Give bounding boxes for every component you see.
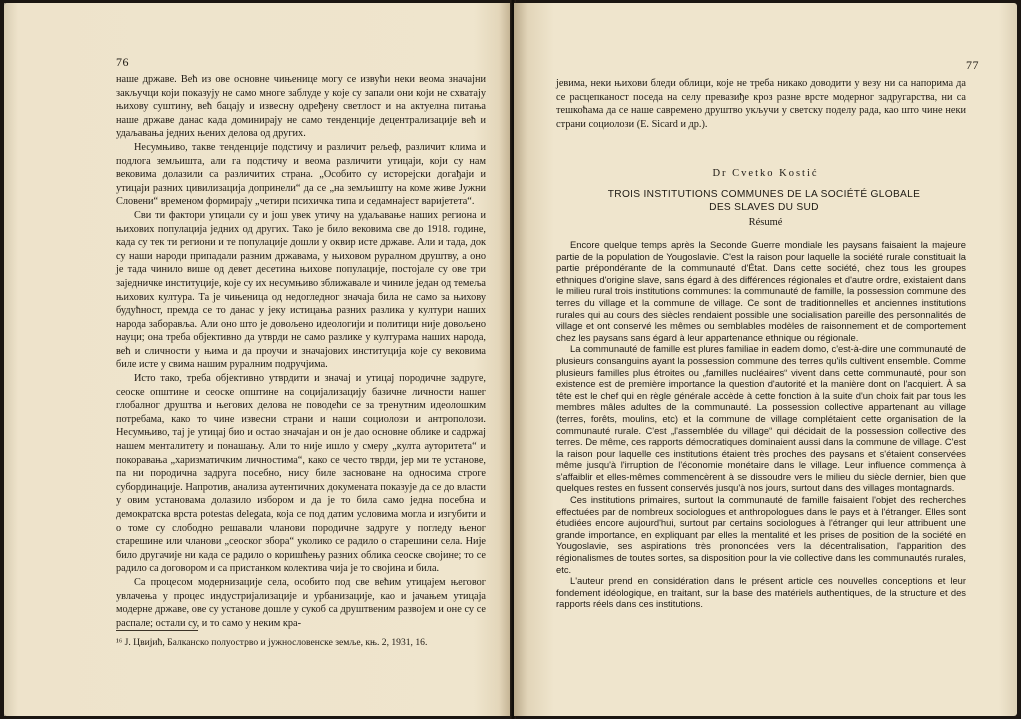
paragraph: јевима, неки њихови бледи облици, које не треба никако доводити у везу ни са напорима да се расцепканост поседа на селу превазиђе кроз разне врсте модерног задругарства, ни са тешкоћама да се наше савремено друштво укључи у светску поделу рада, као што чине неки страни социолози (E. Sicard и др.). bbox=[556, 78, 966, 130]
footnote-divider bbox=[116, 630, 198, 631]
page-number-right: 77 bbox=[966, 58, 979, 72]
article-author: Dr Cvetko Kostić bbox=[712, 168, 819, 179]
paragraph: Ces institutions primaires, surtout la communauté de famille faisaient l'objet des recherches effectuées par de nombreux sociologues et anthropologues dans le pays et à l'étranger. Elles sont étudiées encore aujourd'hui, surtout par certains sociologues à l'étranger qui leur attribuent une grande importance, en expliquant par elles la mentalité et les prises de position de la société en Yougoslavie, ses aspirations très prononcées vers la décentralisation, l'apparition des régionalismes de toutes sortes, sa disposition pour la vie collective dans les communautés rurales, etc. bbox=[556, 494, 966, 575]
paragraph: Несумњиво, такве тенденције подстичу и различит рељеф, различит клима и подлога земљишта, али га подстичу и веома различити утицаји, који су нам вековима долазили са различитих страна. „Особито су исторејски догађаји и утицаји разних цивилизација допринели“ да се „на земљишту на коме живе Јужни Словени“ временом формирају „четири психичка типа и седамнајест варијетета“. bbox=[116, 141, 486, 208]
title-line: DES SLAVES DU SUD bbox=[709, 201, 819, 213]
paragraph: Encore quelque temps après la Seconde Guerre mondiale les paysans faisaient la majeure partie de la population de Yougoslavie. C'est la raison pour laquelle la société rurale constituait la partie prépondérante de la communauté d'État. Dans cette société, chez tous les groupes ethniques d'origine slave, sans égard à des différences régionales et d'autre ordre, existaient dans le milieu rural trois institutions communes: la communauté de famille, la possession commune des terres du village et la commune de village. Ce sont de traditionnelles et anciennes institutions rurales qui au cours des siècles rendaient possible une socialisation pareille des personnalités de village et ont conservé les mêmes ou semblables modèles de raisonnement et de comportement chez les paysans sans égard à leur appartenance ethnique ou régionale. bbox=[556, 239, 966, 343]
left-page-body bbox=[116, 73, 486, 630]
continuation-text bbox=[556, 77, 966, 131]
title-line: TROIS INSTITUTIONS COMMUNES DE LA SOCIÉTÉ GLOBALE bbox=[607, 189, 921, 200]
footnote: ¹⁶ Ј. Цвијић, Балканско полуострво и јужнословенске земље, књ. 2, 1931, 16. bbox=[116, 637, 428, 648]
paragraph: Сви ти фактори утицали су и још увек утичу на удаљавање наших региона и њихових популација једних од других. Тако је било вековима све до 1918. године, када су тек ти региони и те популације дошли у оквир исте државе. Али и тада, док су наши народи припадали разним државама, у њиховом руралном друштву, а оно је тада чинило више од девет десетина њихове популације, постојале су ове три заједничке институције, које су их несумњиво зближавале и чиниле један од темеља њихових култура. Та је чињеница од недогледног значаја била не само за њихову будућност, премда се то данас у јеку истицања разних разлика у култури наших народа заборавља. Али оно што је довољено идеологији и политици није довољено науци; она треба објективно да утврди не само разлике у културама наших народа, већ и сличности у њима и да проучи и значајових институција које су вековима биле исте у свима нашим руралним подручјима. bbox=[116, 209, 486, 371]
left-page bbox=[4, 3, 512, 716]
paragraph: La communauté de famille est plures familiae in eadem domo, c'est-à-dire une communauté de plusieurs consanguins ayant la possession commune des terres qu'ils cultivent ensemble. Comme plusieurs familles plus étroites ou „familles nucléaires“ vivent dans cette communauté, pour son existence est de première importance la question d'autorité et la manière dont on l'acquiert. À sa tête est le chef qui en règle générale accède à cette fonction à la suite d'un choix fait par tous les membres mâles adultes de la communauté. La possession collective appartenant au village (terres, forêts, moulins, etc) et la commune de village complétaient cette organisation de la communauté rurale. C'est „l'assemblée du village“ qui décidait de la possession collective des terres. De même, ces rapports démocratiques dominaient aussi dans la commune de village. C'est la raison pour laquelle ces institutions étaient très proches des paysans et s'étaient conservées même jusqu'à l'irruption de l'économie monétaire dans le village. Leur influence commença à s'affaiblir et elles-mêmes commencèrent à se dissoudre vers le milieu du siècle dernier, bien que quelques restes en fussent conservés jusqu'à nos jours, surtout dans des villages montagnards. bbox=[556, 343, 966, 494]
paragraph: Исто тако, треба објективно утврдити и значај и утицај породичне задруге, сеоске општине и сеоске општине на социјализацију базичне личности нашег глобалног друштва и његових делова не поводећи се за тренутним идеолошким потребама, како то чине извесни страни и наши социолози и антрополози. Несумњиво, тај је утицај био и остао значајан и он је дао основне облике и садржај нашем менталитету и понашању. Али то није ишло у смеру „култа ауторитета“ и покоравања „харизматичким личностима“, како се често тврди, јер ми те установе, па ни породична задруга посебно, нису биле засноване на односима строге субординације. Напротив, анализа аутентичних докумената показује да се до власти у овим установама долазило избором и да је то била само једна посебна и демократска врста potestas delegata, која се под датим условима могла и изгубити и о томе су слободно решавали чланови породичне задруге у погледу њеног старешине или чланови „сеоског збора“ уколико се радило о старешини села. Није било другачије ни када се радило о коришћењу разних облика сеоске својине; то се радило са договором и са пристанком колектива чија је то својина и била. bbox=[116, 373, 486, 575]
summary-heading: Résumé bbox=[748, 217, 783, 228]
summary-body bbox=[556, 239, 966, 610]
page-number-left: 76 bbox=[116, 55, 129, 69]
paragraph: наше државе. Већ из ове основне чињенице могу се извући неки веома значајни закључци који показују не само многе заблуде у које су запали они који не схватају њихову суштину, већ бацају и извесну одређену светлост и на актуелна питања наше државе данас када доминирају не само тенденције децентрализације већ и удаљавања једних њених делова од других. bbox=[116, 74, 486, 140]
right-page bbox=[514, 3, 1017, 716]
article-title bbox=[574, 189, 954, 214]
paragraph: L'auteur prend en considération dans le présent article ces nouvelles conceptions et leur fondement idéologique, en traitant, sur la base des matériels authentiques, de la structure et des rapports réels dans ces institutions. bbox=[556, 575, 966, 610]
paragraph: Са процесом модернизације села, особито под све већим утицајем његовог увлачења у процес индустријализације и урбанизације, као и јачањем утицаја модерне државе, ове су установе дошле у сукоб са друштвеним развојем и оне су се распале; остали су, и то само у неким кра- bbox=[116, 576, 486, 629]
